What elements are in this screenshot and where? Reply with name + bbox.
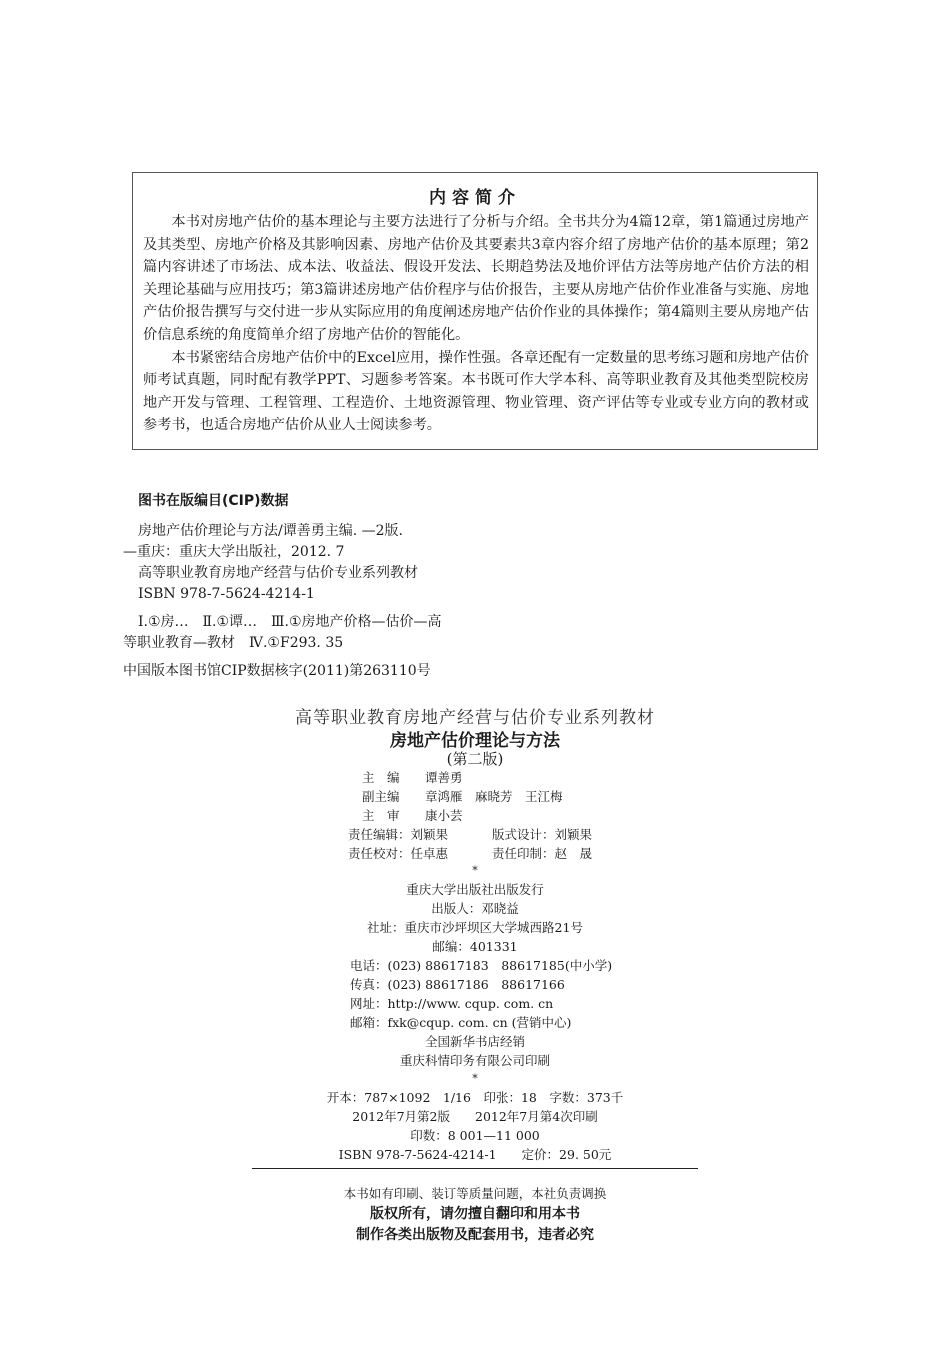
summary-paragraph: 本书对房地产估价的基本理论与主要方法进行了分析与介绍。全书共分为4篇12章，第1篇通过房地产及其类型、房地产价格及其影响因素、房地产估价及其要素共3章内容介绍了房地产估价的基本原理；第2篇内容讲述了市场法、成本法、收益法、假设开发法、长期趋势法及地价评估方法等房地产估价方法的相关理论基础与应用技巧；第3篇讲述房地产估价程序与估价报告，主要从房地产估价作业准备与实施、房地产估价报告撰写与交付进一步从实际应用的角度阐述房地产估价作业的具体操作；第4篇则主要从房地产估价信息系统的角度简单介绍了房地产估价的智能化。 xyxy=(143,214,809,343)
print-manager: 责任印制：赵 晟 xyxy=(492,846,593,861)
separator-star: * xyxy=(472,1072,478,1085)
print-spec: 印数：8 001—11 000 xyxy=(410,1128,540,1143)
phone: 电话：(023) 88617183 88617185(中小学) xyxy=(350,958,613,973)
cip-line: 中国版本图书馆CIP数据核字(2011)第263110号 xyxy=(123,663,431,679)
distributor: 全国新华书店经销 xyxy=(424,1034,525,1049)
copyright-notice: 制作各类出版物及配套用书，违者必究 xyxy=(356,1227,594,1243)
separator-star: * xyxy=(472,864,478,877)
website: 网址：http://www. cqup. com. cn xyxy=(350,996,554,1011)
publisher-line: 重庆大学出版社出版发行 xyxy=(406,882,544,897)
isbn-price: ISBN 978-7-5624-4214-1 定价：29. 50元 xyxy=(338,1147,612,1162)
summary-paragraph: 本书紧密结合房地产估价中的Excel应用，操作性强。各章还配有一定数量的思考练习题和房地产估价师考试真题，同时配有教学PPT、习题参考答案。本书既可作大学本科、高等职业教育及其他类型院校房地产开发与管理、工程管理、工程造价、土地资源管理、物业管理、资产评估等专业或专业方向的教材或参考书，也适合房地产估价从业人士阅读参考。 xyxy=(143,349,809,434)
chief-editor-label: 主 编 xyxy=(362,770,400,785)
quality-notice: 本书如有印刷、装订等质量问题，本社负责调换 xyxy=(343,1186,607,1201)
summary-title: 内容简介 xyxy=(429,188,521,208)
cip-line: —重庆：重庆大学出版社，2012. 7 xyxy=(123,544,345,560)
book-title: 房地产估价理论与方法 xyxy=(390,731,560,751)
responsible-editor: 责任编辑：刘颖果 xyxy=(348,827,449,842)
summary-body xyxy=(143,211,809,437)
cip-line: 房地产估价理论与方法/谭善勇主编. —2版. xyxy=(138,523,403,539)
cip-line: Ⅰ.①房… Ⅱ.①谭… Ⅲ.①房地产价格—估价—高 xyxy=(138,614,442,630)
publisher-line: 邮编：401331 xyxy=(432,939,518,954)
fax: 传真：(023) 88617186 88617166 xyxy=(350,977,565,992)
publisher-line: 出版人：邓晓益 xyxy=(431,901,519,916)
publisher-line: 社址：重庆市沙坪坝区大学城西路21号 xyxy=(367,920,583,935)
print-spec: 2012年7月第2版 2012年7月第4次印刷 xyxy=(352,1109,598,1124)
email: 邮箱：fxk@cqup. com. cn (营销中心) xyxy=(350,1015,572,1030)
deputy-editors: 章鸿雁 麻晓芳 王江梅 xyxy=(425,789,563,804)
proofreader: 责任校对：任卓惠 xyxy=(348,846,449,861)
summary-box xyxy=(132,172,818,450)
reviewer-label: 主 审 xyxy=(362,808,400,823)
print-spec: 开本：787×1092 1/16 印张：18 字数：373千 xyxy=(326,1090,624,1105)
deputy-editor-label: 副主编 xyxy=(362,789,400,804)
cip-line: 等职业教育—教材 Ⅳ.①F293. 35 xyxy=(123,635,344,651)
cip-heading: 图书在版编目(CIP)数据 xyxy=(138,493,289,509)
chief-editor: 谭善勇 xyxy=(425,770,463,785)
cip-line: 高等职业教育房地产经营与估价专业系列教材 xyxy=(138,565,418,581)
divider-rule xyxy=(252,1168,698,1169)
layout-designer: 版式设计：刘颖果 xyxy=(492,827,593,842)
reviewer: 康小芸 xyxy=(425,808,463,823)
copyright-notice: 版权所有，请勿擅自翻印和用本书 xyxy=(370,1206,580,1222)
edition: (第二版) xyxy=(446,750,504,768)
series-name: 高等职业教育房地产经营与估价专业系列教材 xyxy=(295,708,655,728)
printer: 重庆科情印务有限公司印刷 xyxy=(399,1053,550,1068)
cip-line: ISBN 978-7-5624-4214-1 xyxy=(138,586,315,602)
